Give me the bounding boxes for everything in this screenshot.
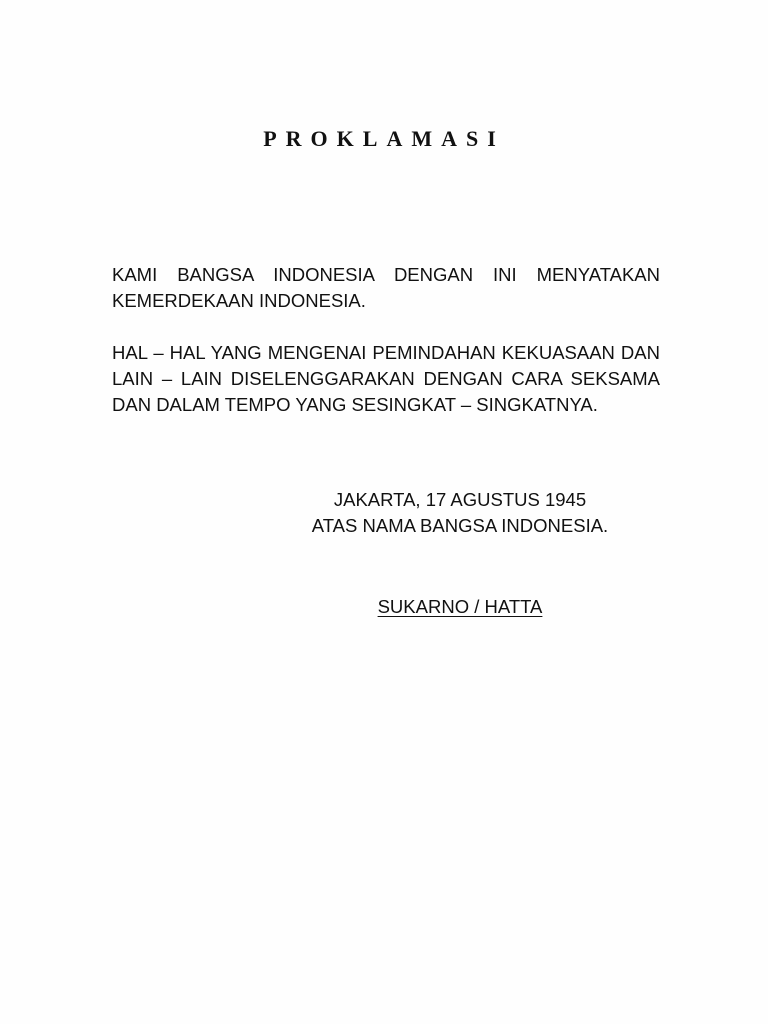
paragraph-text: KAMI BANGSA INDONESIA DENGAN INI MENYATAKAN KEMERDEKAAN INDONESIA. <box>112 264 660 311</box>
paragraph-text: HAL – HAL YANG MENGENAI PEMINDAHAN KEKUASAAN DAN LAIN – LAIN DISELENGGARAKAN DENGAN CARA SEKSAMA DAN DALAM TEMPO YANG SESINGKAT – SINGKATNYA. <box>112 342 660 415</box>
on-behalf-line: ATAS NAMA BANGSA INDONESIA. <box>311 515 609 536</box>
place-date: JAKARTA, 17 AGUSTUS 1945 <box>333 489 587 510</box>
signatories-names: SUKARNO / HATTA <box>377 596 543 617</box>
signatories <box>270 594 650 620</box>
document-title: PROKLAMASI <box>263 126 505 151</box>
proclamation-paragraph-2 <box>112 340 660 418</box>
proclamation-paragraph-1 <box>112 262 660 314</box>
